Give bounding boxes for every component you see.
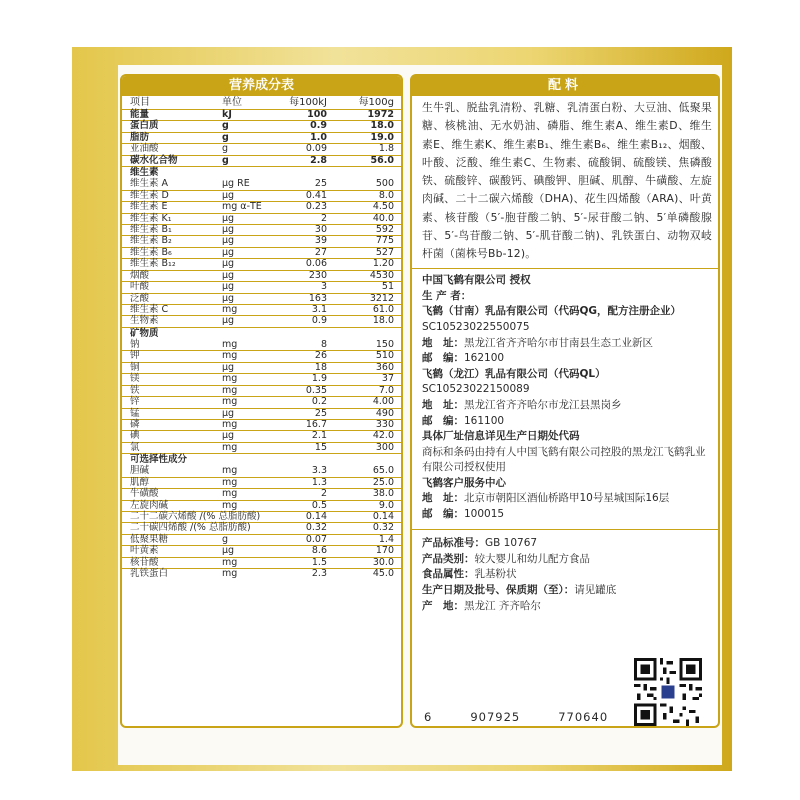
table-row: [122, 350, 401, 361]
longjiang-zip: 邮 编：161100: [422, 414, 505, 427]
nutrient-unit: μg: [222, 545, 235, 557]
gansu-address: 地 址：黑龙江省齐齐哈尔市甘南县生态工业新区: [422, 336, 653, 349]
table-row: [122, 522, 401, 533]
value-per-kj: 8.6: [311, 545, 327, 557]
col-per-g: 每100g: [358, 97, 394, 108]
table-row: [122, 293, 401, 304]
table-row: [122, 430, 401, 441]
table-row: [122, 155, 401, 166]
value-per-g: 51: [381, 281, 394, 293]
gansu-zip: 邮 编：162100: [422, 352, 505, 365]
table-row: [122, 477, 401, 488]
value-per-g: 4.00: [372, 396, 394, 408]
value-per-kj: 3.1: [311, 304, 327, 315]
nutrient-name: 泛酸: [130, 292, 150, 304]
nutrient-unit: mg: [222, 396, 238, 408]
nutrient-name: 镁: [130, 373, 140, 385]
value-per-g: 61.0: [372, 304, 394, 315]
value-per-g: 42.0: [372, 430, 394, 442]
nutrient-name: 锌: [130, 396, 140, 408]
nutrient-name: 维生素 B₆: [130, 246, 172, 258]
standard-info: [412, 530, 718, 614]
nutrient-unit: μg: [222, 189, 235, 201]
nutrient-unit: μg: [222, 269, 235, 281]
value-per-kj: 27: [314, 246, 327, 258]
value-per-g: 500: [375, 178, 394, 190]
value-per-kj: 2: [320, 212, 327, 224]
col-per-kj: 每100kJ: [289, 97, 327, 108]
nutrient-unit: μg: [222, 235, 235, 247]
qr-code-icon: [634, 658, 702, 726]
value-per-g: 300: [375, 441, 394, 453]
value-per-kj: 2.3: [311, 568, 327, 580]
value-per-g: 18.0: [370, 120, 394, 132]
nutrient-unit: μg: [222, 246, 235, 258]
value-per-kj: 39: [314, 235, 327, 247]
value-per-kj: 25: [314, 407, 327, 419]
value-per-g: 330: [375, 418, 394, 430]
nutrient-name: 叶酸: [130, 281, 150, 293]
value-per-kj: 0.9: [310, 120, 327, 132]
vitamin-rows: [122, 179, 401, 327]
col-unit: 单位: [222, 97, 242, 108]
value-per-g: 592: [375, 223, 394, 235]
value-per-kj: 3: [320, 281, 327, 293]
value-per-g: 510: [375, 350, 394, 362]
value-per-g: 9.0: [378, 499, 394, 511]
nutrient-unit: μg: [222, 407, 235, 419]
trademark-note: 商标和条码由持有人中国飞鹤有限公司控股的黑龙江飞鹤乳业有限公司授权使用: [422, 445, 706, 474]
col-item: 项目: [130, 97, 150, 108]
value-per-kj: 3.3: [311, 465, 327, 477]
longjiang-name: 飞鹤（龙江）乳品有限公司（代码QL）: [422, 367, 606, 380]
value-per-g: 3212: [369, 292, 394, 304]
factory-note: 具体厂址信息详见生产日期处代码: [422, 430, 580, 443]
optional-section-title: 可选择性成分: [122, 453, 401, 466]
value-per-kj: 2: [320, 488, 327, 500]
value-per-g: 8.0: [378, 189, 394, 201]
value-per-g: 7.0: [378, 384, 394, 396]
nutrient-name: 维生素 B₁₂: [130, 258, 176, 270]
gansu-sc: SC10523022550075: [422, 320, 530, 333]
table-row: [122, 385, 401, 396]
nutrient-unit: mg: [222, 488, 238, 500]
value-per-kj: 0.5: [311, 499, 327, 511]
value-per-g: 1.20: [372, 258, 394, 270]
value-per-kj: 0.35: [305, 384, 327, 396]
nutrient-name: 碳水化合物: [130, 154, 178, 166]
value-per-kj: 2.1: [311, 430, 327, 442]
table-row: [122, 315, 401, 326]
longjiang-sc: SC10523022150089: [422, 383, 530, 396]
table-row: [122, 500, 401, 511]
value-per-kj: 26: [314, 350, 327, 362]
table-row: [122, 442, 401, 453]
nutrient-name: 核苷酸: [130, 556, 159, 568]
value-per-g: 37: [381, 373, 394, 385]
mineral-rows: [122, 340, 401, 453]
energy-macro-rows: [122, 109, 401, 166]
value-per-g: 56.0: [370, 154, 394, 166]
producer-label: 生 产 者：: [422, 289, 472, 302]
table-row: [122, 270, 401, 281]
value-per-g: 775: [375, 235, 394, 247]
value-per-g: 19.0: [370, 131, 394, 143]
nutrient-name: 铁: [130, 384, 140, 396]
value-per-g: 170: [375, 545, 394, 557]
service-title: 飞鹤客户服务中心: [422, 476, 506, 489]
table-row: [122, 396, 401, 407]
ingredients-panel: [410, 74, 720, 728]
nutrient-name: 亚油酸: [130, 143, 159, 155]
nutrient-name: 钾: [130, 350, 140, 362]
nutrient-unit: mg: [222, 465, 238, 477]
manufacturer-info: [412, 269, 718, 523]
nutrient-name: 维生素 D: [130, 189, 169, 201]
value-per-g: 4.50: [372, 201, 394, 213]
mineral-section-title: 矿物质: [122, 327, 401, 340]
value-per-kj: 2.8: [310, 154, 327, 166]
nutrient-unit: μg: [222, 212, 235, 224]
ingredients-title: 配料: [412, 76, 718, 96]
table-row: [122, 304, 401, 315]
value-per-g: 25.0: [372, 476, 394, 488]
nutrient-unit: g: [222, 143, 229, 155]
table-row: [122, 511, 401, 522]
nutrient-name: 胆碱: [130, 465, 150, 477]
table-row: [122, 120, 401, 131]
value-per-g: 1.8: [378, 143, 394, 155]
value-per-g: 150: [375, 338, 394, 350]
vitamin-section-title: 维生素: [122, 166, 401, 179]
table-row: [122, 224, 401, 235]
value-per-kj: 0.06: [305, 258, 327, 270]
value-per-kj: 0.32: [305, 522, 327, 534]
value-per-g: 0.14: [372, 511, 394, 522]
nutrient-unit: g: [222, 154, 229, 166]
value-per-kj: 30: [314, 223, 327, 235]
nutrient-name: 维生素 K₁: [130, 212, 172, 224]
origin: 产 地：黑龙江 齐齐哈尔: [422, 599, 541, 612]
nutrient-unit: kJ: [222, 109, 232, 120]
authorized-line: 中国飞鹤有限公司 授权: [422, 274, 531, 287]
value-per-g: 490: [375, 407, 394, 419]
value-per-kj: 18: [314, 361, 327, 373]
value-per-g: 1.4: [378, 533, 394, 545]
value-per-kj: 0.41: [305, 189, 327, 201]
value-per-kj: 230: [308, 269, 327, 281]
value-per-kj: 25: [314, 178, 327, 190]
nutrient-unit: g: [222, 120, 229, 132]
nutrient-name: 钠: [130, 338, 140, 350]
production-date: 生产日期及批号、保质期（至）：请见罐底: [422, 583, 617, 596]
product-category: 产品类别：较大婴儿和幼儿配方食品: [422, 552, 590, 565]
food-attribute: 食品属性：乳基粉状: [422, 568, 517, 581]
table-row: [122, 179, 401, 189]
table-row: [122, 488, 401, 499]
nutrient-unit: mg: [222, 384, 238, 396]
longjiang-address: 地 址：黑龙江省齐齐哈尔市龙江县黑岗乡: [422, 398, 622, 411]
ingredients-text: 生牛乳、脱盐乳清粉、乳糖、乳清蛋白粉、大豆油、低聚果糖、核桃油、无水奶油、磷脂、维生素A、维生素D、维生素E、维生素K、维生素B₁、维生素B₆、维生素B₁₂、烟酸、叶酸、泛酸、维生素C、生物素、硫酸铜、硫酸镁、焦磷酸铁、硫酸锌、碳酸钙、碘酸钾、胆碱、肌醇、牛磺酸、左旋肉碱、二十二碳六烯酸（DHA)、花生四烯酸（ARA)、叶黄素、核苷酸（5′-胞苷酸二钠、5′-尿苷酸二钠、5′单磷酸腺苷、5′-鸟苷酸二钠、5′-肌苷酸二钠)、乳铁蛋白、动物双岐杆菌（菌株号Bb-12)。: [422, 101, 712, 261]
value-per-kj: 0.14: [305, 511, 327, 522]
nutrition-title: 营养成分表: [122, 76, 401, 96]
value-per-kj: 1.3: [311, 476, 327, 488]
nutrient-unit: mg: [222, 338, 238, 350]
nutrient-unit: mg: [222, 568, 238, 580]
value-per-kj: 16.7: [305, 418, 327, 430]
nutrient-unit: mg: [222, 350, 238, 362]
nutrient-unit: mg: [222, 304, 238, 315]
value-per-kj: 15: [314, 441, 327, 453]
service-zip: 邮 编：100015: [422, 508, 505, 521]
nutrient-name: 低聚果糖: [130, 533, 169, 545]
value-per-g: 360: [375, 361, 394, 373]
nutrient-unit: mg: [222, 556, 238, 568]
nutrition-table: [120, 74, 403, 728]
table-row: [122, 545, 401, 556]
value-per-kj: 0.2: [311, 396, 327, 408]
table-row: [122, 213, 401, 224]
table-row: [122, 340, 401, 350]
value-per-kj: 0.23: [305, 201, 327, 213]
table-row: [122, 557, 401, 568]
nutrient-name: 维生素 B₁: [130, 223, 172, 235]
nutrient-name: 生物素: [130, 315, 159, 327]
service-address: 地 址：北京市朝阳区酒仙桥路甲10号星城国际16层: [422, 492, 670, 505]
nutrient-unit: μg: [222, 315, 235, 327]
value-per-kj: 0.09: [305, 143, 327, 155]
nutrient-unit: μg: [222, 292, 235, 304]
value-per-kj: 1.5: [311, 556, 327, 568]
nutrient-name: 脂肪: [130, 131, 150, 143]
nutrient-name: 牛磺酸: [130, 488, 159, 500]
nutrient-name: 维生素 A: [130, 178, 169, 190]
value-per-kj: 1.9: [311, 373, 327, 385]
standard-number: 产品标准号：GB 10767: [422, 537, 538, 550]
nutrient-name: 叶黄素: [130, 545, 159, 557]
table-row: [122, 568, 401, 579]
value-per-g: 1972: [367, 109, 394, 120]
nutrient-unit: mg: [222, 499, 238, 511]
table-row: [122, 143, 401, 154]
value-per-g: 40.0: [372, 212, 394, 224]
optional-rows: [122, 466, 401, 579]
nutrient-unit: μg: [222, 223, 235, 235]
value-per-g: 45.0: [372, 568, 394, 580]
nutrient-name: 维生素 B₂: [130, 235, 172, 247]
nutrient-unit: μg: [222, 430, 235, 442]
table-row: [122, 110, 401, 120]
value-per-kj: 8: [320, 338, 327, 350]
table-row: [122, 258, 401, 269]
value-per-g: 18.0: [372, 315, 394, 327]
table-row: [122, 190, 401, 201]
nutrient-unit: mg: [222, 441, 238, 453]
table-row: [122, 201, 401, 212]
nutrient-unit: mg α-TE: [222, 201, 262, 213]
value-per-g: 65.0: [372, 465, 394, 477]
nutrient-name: 碘: [130, 430, 140, 442]
nutrient-name: 烟酸: [130, 269, 150, 281]
table-row: [122, 362, 401, 373]
nutrient-name: 磷: [130, 418, 140, 430]
nutrient-name: 二十碳四烯酸 /(% 总脂肪酸): [130, 522, 251, 534]
table-row: [122, 373, 401, 384]
nutrient-unit: g: [222, 533, 229, 545]
table-row: [122, 247, 401, 258]
nutrient-name: 氯: [130, 441, 140, 453]
barcode-number: 6 907925 770640: [424, 710, 609, 724]
value-per-g: 527: [375, 246, 394, 258]
nutrient-name: 能量: [130, 109, 150, 120]
gansu-name: 飞鹤（甘南）乳品有限公司（代码QG，配方注册企业）: [422, 305, 682, 318]
value-per-kj: 0.07: [305, 533, 327, 545]
value-per-kj: 100: [307, 109, 327, 120]
nutrient-name: 维生素 C: [130, 304, 169, 315]
nutrient-name: 二十二碳六烯酸 /(% 总脂肪酸): [130, 511, 261, 522]
value-per-g: 38.0: [372, 488, 394, 500]
nutrition-column-header: [122, 96, 401, 109]
nutrient-name: 维生素 E: [130, 201, 168, 213]
nutrient-name: 铜: [130, 361, 140, 373]
value-per-kj: 163: [308, 292, 327, 304]
nutrient-unit: mg: [222, 418, 238, 430]
nutrient-name: 蛋白质: [130, 120, 159, 132]
value-per-g: 4530: [369, 269, 394, 281]
table-row: [122, 281, 401, 292]
nutrient-unit: μg: [222, 361, 235, 373]
table-row: [122, 419, 401, 430]
value-per-kj: 1.0: [310, 131, 327, 143]
nutrient-unit: μg: [222, 258, 235, 270]
table-row: [122, 408, 401, 419]
nutrient-unit: mg: [222, 476, 238, 488]
nutrient-unit: mg: [222, 373, 238, 385]
value-per-g: 30.0: [372, 556, 394, 568]
nutrient-unit: μg: [222, 281, 235, 293]
nutrient-name: 肌醇: [130, 476, 150, 488]
nutrient-name: 左旋肉碱: [130, 499, 169, 511]
nutrient-unit: μg RE: [222, 178, 250, 190]
nutrient-unit: g: [222, 131, 229, 143]
table-row: [122, 534, 401, 545]
table-row: [122, 466, 401, 476]
value-per-g: 0.32: [372, 522, 394, 534]
nutrient-name: 乳铁蛋白: [130, 568, 169, 580]
table-row: [122, 235, 401, 246]
table-row: [122, 132, 401, 143]
value-per-kj: 0.9: [311, 315, 327, 327]
nutrient-name: 锰: [130, 407, 140, 419]
